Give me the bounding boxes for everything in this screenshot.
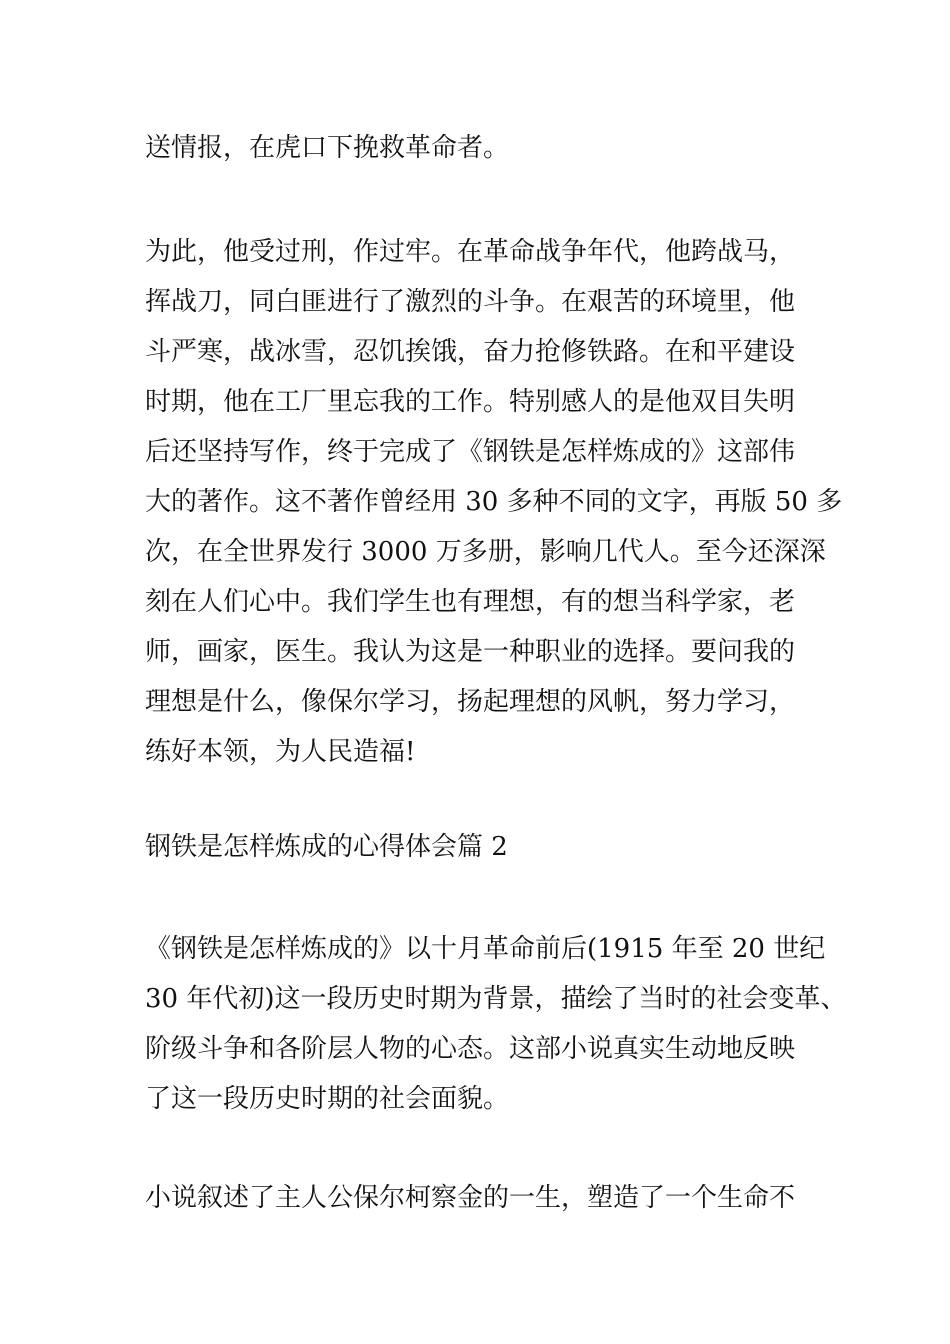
paragraph-4-line: 小说叙述了主人公保尔柯察金的一生，塑造了一个生命不	[145, 1183, 796, 1213]
paragraph-2-line: 斗严寒，战冰雪，忍饥挨饿，奋力抢修铁路。在和平建设	[145, 337, 796, 367]
paragraph-2-line: 后还坚持写作，终于完成了《钢铁是怎样炼成的》这部伟	[145, 437, 796, 467]
paragraph-3-line: 了这一段历史时期的社会面貌。	[145, 1084, 510, 1114]
paragraph-3-line: 30 年代初)这一段历史时期为背景，描绘了当时的社会变革、	[145, 984, 847, 1014]
paragraph-2-line: 时期，他在工厂里忘我的工作。特别感人的是他双目失明	[145, 387, 796, 417]
paragraph-2-line: 为此，他受过刑，作过牢。在革命战争年代，他跨战马，	[145, 237, 796, 267]
paragraph-2-line: 大的著作。这不著作曾经用 30 多种不同的文字，再版 50 多	[145, 487, 843, 517]
paragraph-2-line: 练好本领，为人民造福!	[145, 737, 416, 767]
paragraph-2-line: 理想是什么，像保尔学习，扬起理想的风帆，努力学习，	[145, 687, 796, 717]
paragraph-1-line: 送情报，在虎口下挽救革命者。	[145, 133, 510, 163]
paragraph-2-line: 师，画家，医生。我认为这是一种职业的选择。要问我的	[145, 637, 796, 667]
paragraph-3-line: 《钢铁是怎样炼成的》以十月革命前后(1915 年至 20 世纪	[145, 934, 826, 964]
paragraph-2-line: 次，在全世界发行 3000 万多册，影响几代人。至今还深深	[145, 537, 826, 567]
section-heading: 钢铁是怎样炼成的心得体会篇 2	[145, 832, 508, 862]
paragraph-3-line: 阶级斗争和各阶层人物的心态。这部小说真实生动地反映	[145, 1034, 796, 1064]
paragraph-2-line: 挥战刀，同白匪进行了激烈的斗争。在艰苦的环境里，他	[145, 287, 796, 317]
paragraph-2-line: 刻在人们心中。我们学生也有理想，有的想当科学家，老	[145, 587, 796, 617]
